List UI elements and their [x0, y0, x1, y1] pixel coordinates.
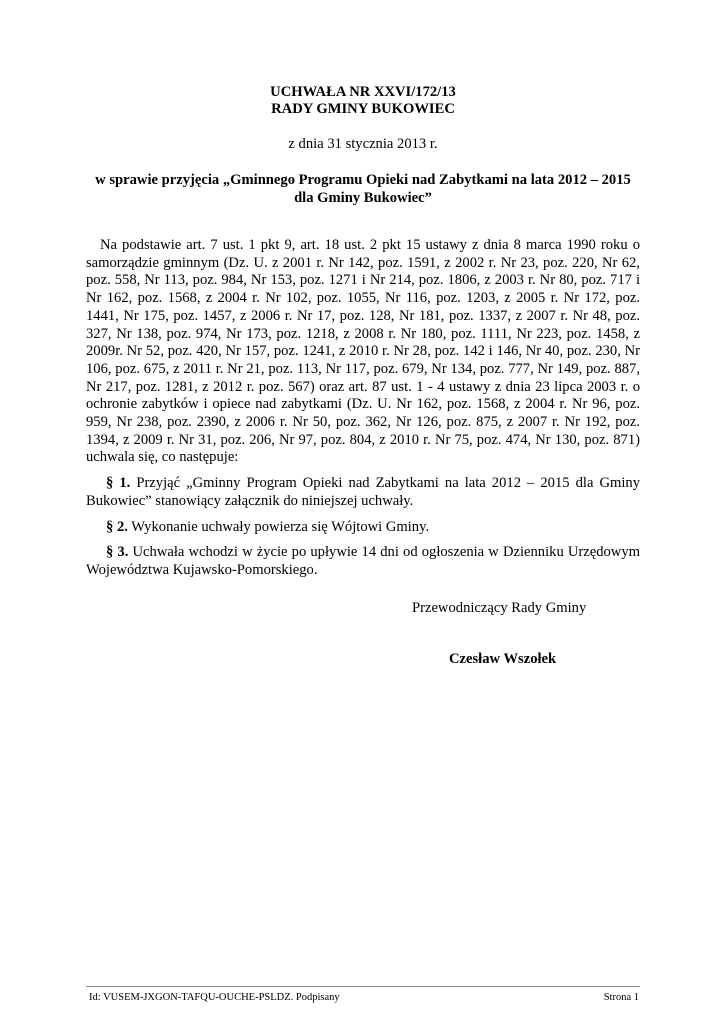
- document-id: Id: VUSEM-JXGON-TAFQU-OUCHE-PSLDZ. Podpisany: [89, 992, 340, 1003]
- section-3: [86, 544, 640, 579]
- signature-name: Czesław Wszołek: [449, 651, 557, 667]
- section-2: [86, 519, 640, 537]
- section-2-text: Wykonanie uchwały powierza się Wójtowi Gminy.: [131, 518, 430, 535]
- section-1-text: Przyjąć „Gminny Program Opieki nad Zabytkami na lata 2012 – 2015 dla Gminy Bukowiec” stanowiący załącznik do niniejszej uchwały.: [86, 475, 640, 509]
- signature-role: Przewodniczący Rady Gminy: [412, 600, 587, 616]
- section-1: [86, 475, 640, 510]
- resolution-subject: w sprawie przyjęcia „Gminnego Programu Opieki nad Zabytkami na lata 2012 – 2015 dla Gminy Bukowiec”: [95, 172, 631, 206]
- section-3-label: § 3.: [106, 544, 129, 561]
- council-name: RADY GMINY BUKOWIEC: [271, 101, 455, 117]
- footer-divider: [86, 986, 640, 987]
- legal-basis-paragraph: Na podstawie art. 7 ust. 1 pkt 9, art. 18 ust. 2 pkt 15 ustawy z dnia 8 marca 1990 roku o samorządzie gminnym (Dz. U. z 2001 r. Nr 142, poz. 1591, z 2002 r. Nr 23, poz. 220, Nr 62, poz. 558, Nr 113, poz. 984, Nr 153, poz. 1271 i Nr 214, poz. 1806, z 2003 r. Nr 80, poz. 717 i Nr 162, poz. 1568, z 2004 r. Nr 102, poz. 1055, Nr 116, poz. 1203, z 2005 r. Nr 172, poz. 1441, Nr 175, poz. 1457, z 2006 r. Nr 17, poz. 128, Nr 181, poz. 1337, z 2007 r. Nr 48, poz. 327, Nr 138, poz. 974, Nr 173, poz. 1218, z 2008 r. Nr 180, poz. 1111, Nr 223, poz. 1458, z 2009r. Nr 52, poz. 420, Nr 157, poz. 1241, z 2010 r. Nr 28, poz. 142 i 146, Nr 40, poz. 230, Nr 106, poz. 675, z 2011 r. Nr 21, poz. 113, Nr 117, poz. 679, Nr 134, poz. 777, Nr 149, poz. 887, Nr 217, poz. 1281, z 2012 r. poz. 567) oraz art. 87 ust. 1 - 4 ustawy z dnia 23 lipca 2003 r. o ochronie zabytków i opiece nad zabytkami (Dz. U. Nr 162, poz. 1568, z 2004 r. Nr 96, poz. 959, Nr 238, poz. 2390, z 2006 r. Nr 50, poz. 362, Nr 126, poz. 875, z 2007 r. Nr 192, poz. 1394, z 2009 r. Nr 31, poz. 206, Nr 97, poz. 804, z 2010 r. Nr 75, poz. 474, Nr 130, poz. 871) uchwala się, co następuje:: [86, 237, 640, 466]
- resolution-date: z dnia 31 stycznia 2013 r.: [288, 136, 438, 152]
- page-number: Strona 1: [603, 992, 639, 1003]
- section-3-text: Uchwała wchodzi w życie po upływie 14 dni od ogłoszenia w Dzienniku Urzędowym Województwa Kujawsko-Pomorskiego.: [86, 544, 640, 578]
- section-1-label: § 1.: [106, 475, 131, 492]
- resolution-number: UCHWAŁA NR XXVI/172/13: [270, 84, 456, 100]
- section-2-label: § 2.: [106, 518, 128, 535]
- document-content: [86, 84, 640, 580]
